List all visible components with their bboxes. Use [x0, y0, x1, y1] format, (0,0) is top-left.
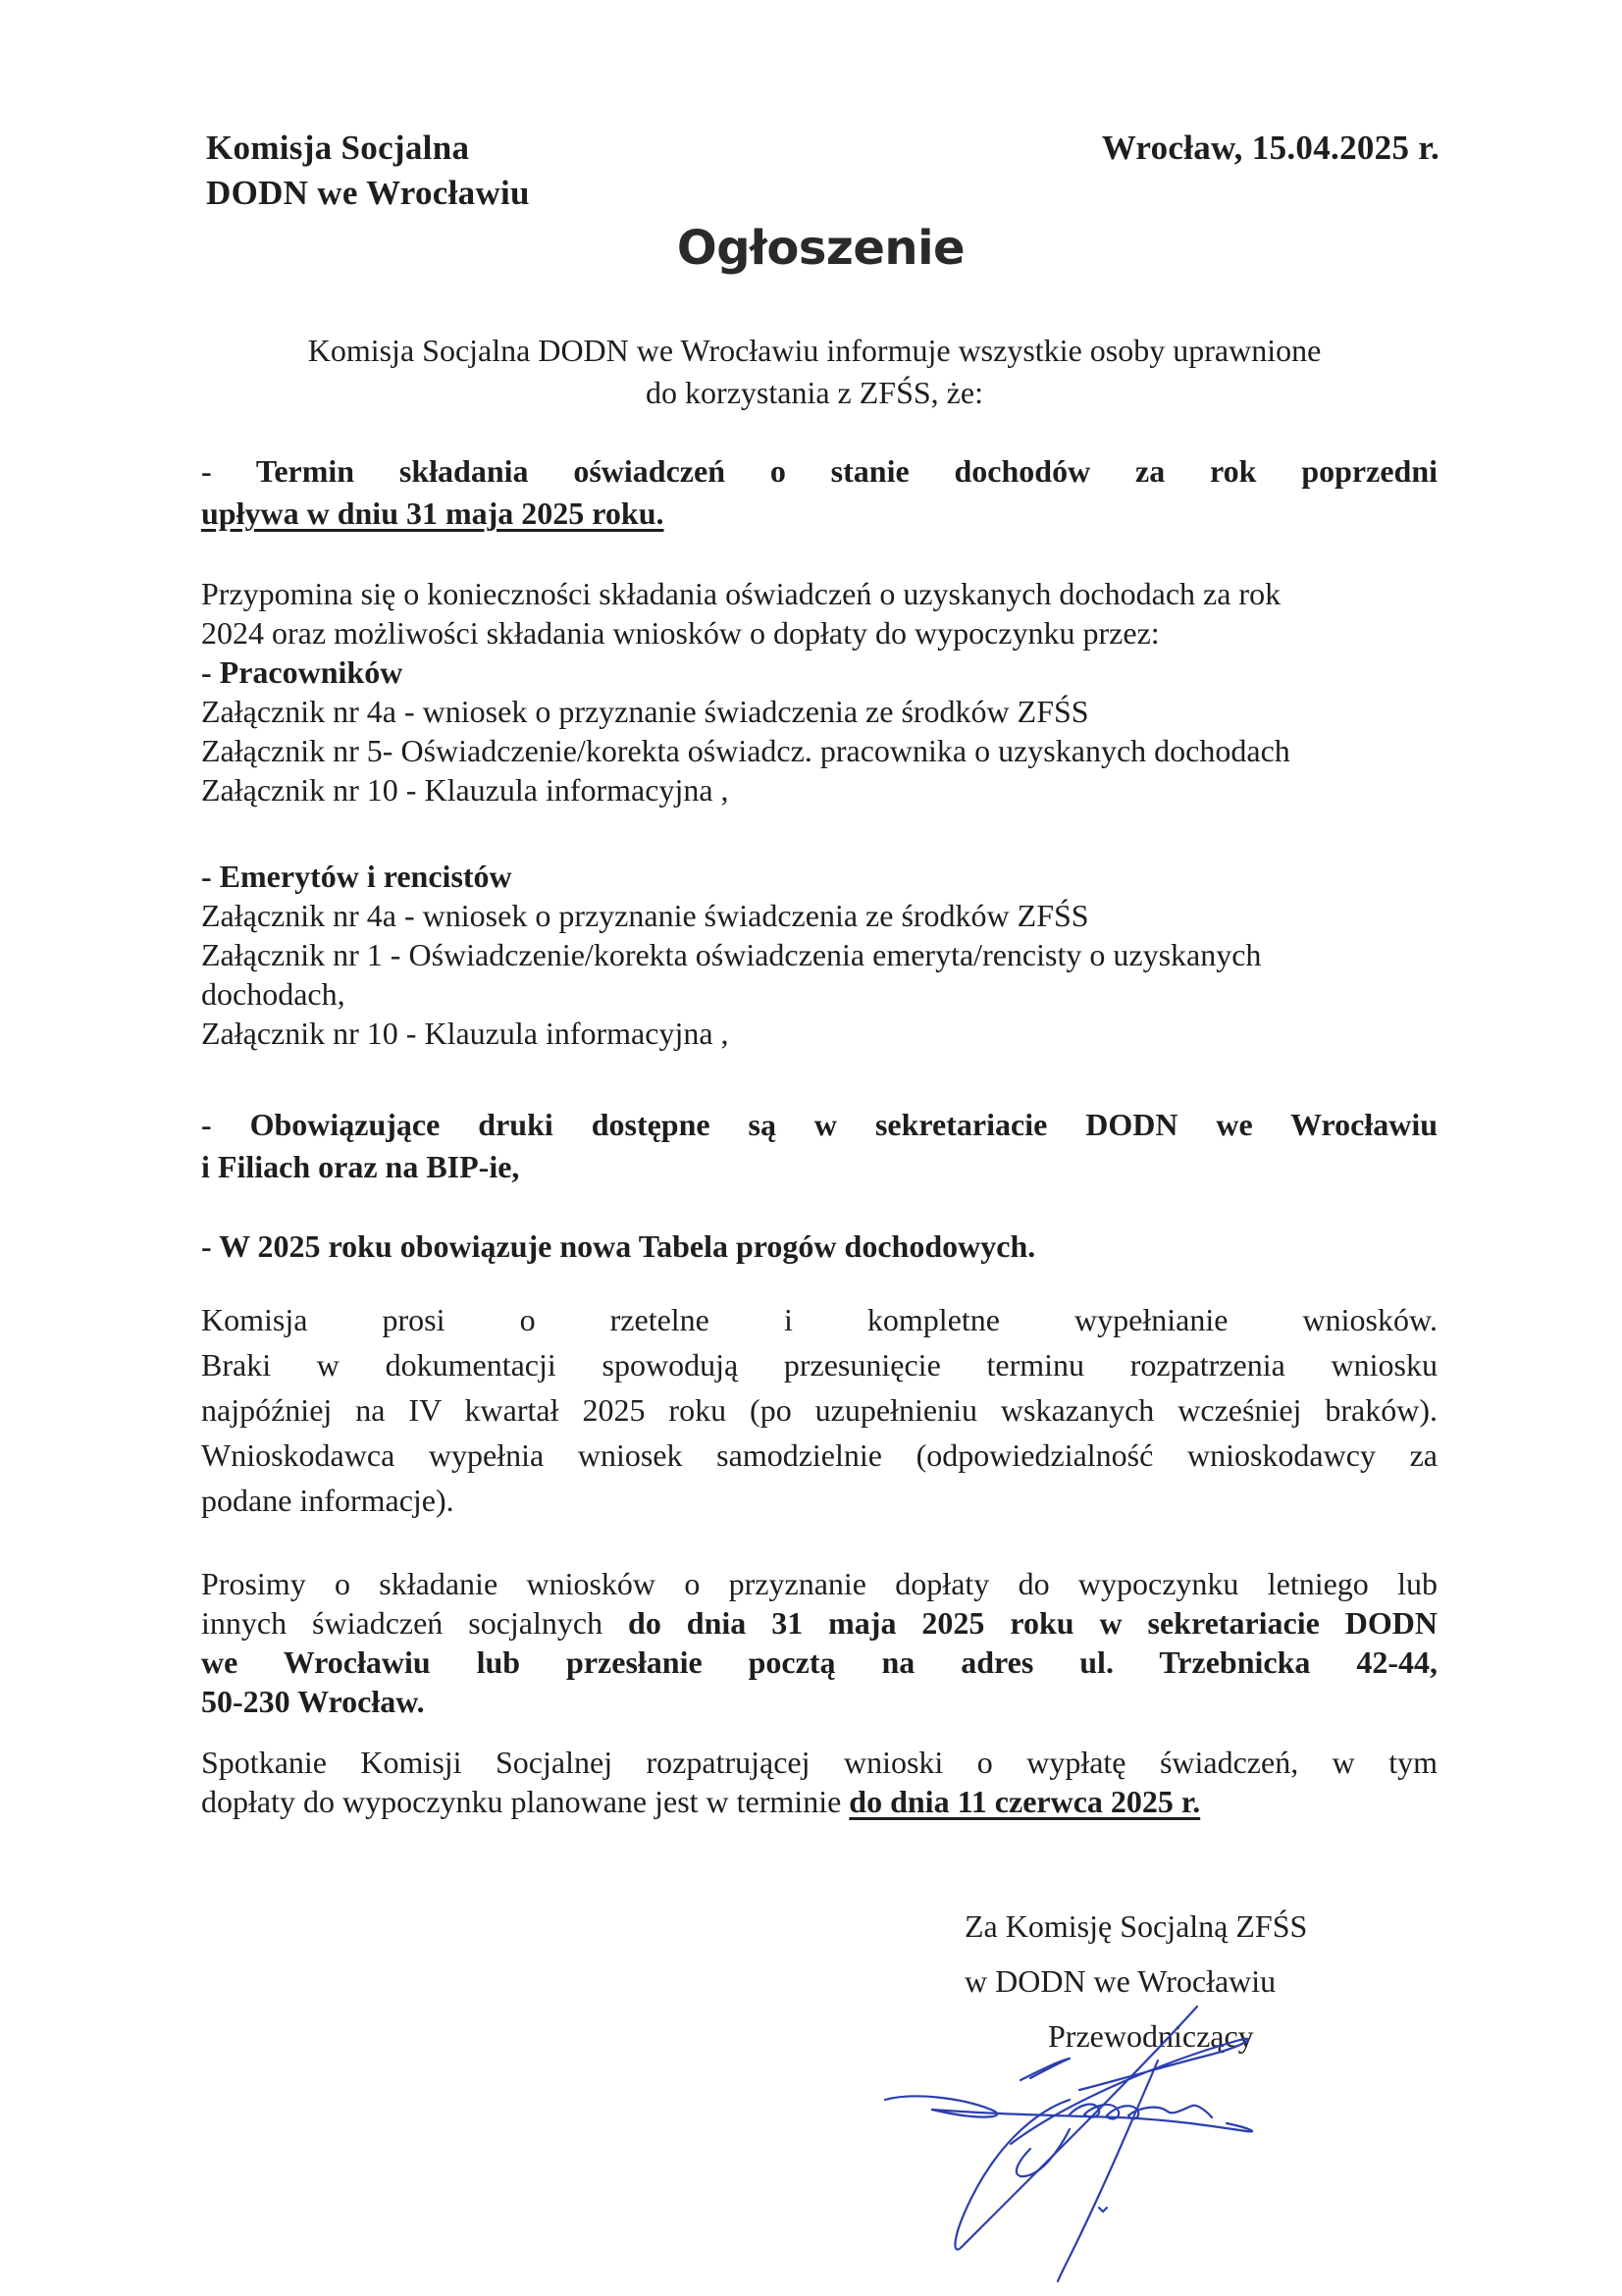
forms-line-1: - Obowiązujące druki dostępne są w sekretariacie DODN we Wrocławiu: [201, 1107, 1438, 1142]
employees-attachment-10: Załącznik nr 10 - Klauzula informacyjna ,: [201, 772, 729, 808]
retirees-attachment-4a: Załącznik nr 4a - wniosek o przyznanie świadczenia ze środków ZFŚS: [201, 898, 1089, 933]
submission-line-2-text: innych świadczeń socjalnych: [201, 1605, 629, 1641]
organization-header: [206, 126, 530, 216]
intro-paragraph: [196, 330, 1433, 414]
handwritten-signature-icon: [873, 2002, 1325, 2296]
deadline-line-1: - Termin składania oświadczeń o stanie dochodów za rok poprzedni: [201, 453, 1438, 489]
intro-line-1: Komisja Socjalna DODN we Wrocławiu informuje wszystkie osoby uprawnione: [307, 333, 1322, 368]
meeting-line-1: Spotkanie Komisji Socjalnej rozpatrującej wnioski o wypłatę świadczeń, w tym: [201, 1745, 1438, 1780]
submission-deadline: do dnia 31 maja 2025 roku w sekretariacie DODN: [628, 1605, 1439, 1641]
reminder-line-1: Przypomina się o konieczności składania oświadczeń o uzyskanych dochodach za rok: [201, 576, 1282, 611]
meeting-date: do dnia 11 czerwca 2025 r.: [849, 1784, 1201, 1819]
commission-line-5: podane informacje).: [201, 1483, 454, 1518]
commission-line-3: najpóźniej na IV kwartał 2025 roku (po uzupełnieniu wskazanych wcześniej braków).: [201, 1392, 1438, 1428]
employees-attachment-5: Załącznik nr 5- Oświadczenie/korekta oświadcz. pracownika o uzyskanych dochodach: [201, 733, 1290, 768]
page-title: Ogłoszenie: [676, 221, 966, 276]
submission-address: we Wrocławiu lub przesłanie pocztą na adres ul. Trzebnicka 42-44,: [201, 1644, 1438, 1680]
submission-paragraph: [201, 1564, 1438, 1721]
deadline-notice: [201, 450, 1438, 535]
organization-name: Komisja Socjalna: [206, 129, 470, 167]
retirees-heading: - Emerytów i rencistów: [201, 859, 512, 894]
place-and-date: Wrocław, 15.04.2025 r.: [1101, 129, 1439, 167]
commission-line-1: Komisja prosi o rzetelne i kompletne wypełnianie wniosków.: [201, 1302, 1438, 1337]
signature-line-2: w DODN we Wrocławiu: [965, 1963, 1277, 1999]
meeting-paragraph: [201, 1743, 1438, 1821]
submission-line-2: [201, 1603, 1438, 1643]
commission-request: [201, 1297, 1438, 1523]
forms-line-2: i Filiach oraz na BIP-ie,: [201, 1149, 520, 1184]
reminder-paragraph: [201, 574, 1438, 652]
submission-line-1: Prosimy o składanie wniosków o przyznanie dopłaty do wypoczynku letniego lub: [201, 1566, 1438, 1601]
employees-section: [201, 652, 1438, 809]
forms-notice: [201, 1104, 1438, 1188]
meeting-line-2-text: dopłaty do wypoczynku planowane jest w terminie: [201, 1784, 850, 1819]
deadline-date: upływa w dniu 31 maja 2025 roku.: [201, 496, 664, 531]
intro-line-2: do korzystania z ZFŚS, że:: [646, 375, 983, 410]
submission-postal-code: 50-230 Wrocław.: [201, 1684, 425, 1719]
employees-heading: - Pracowników: [201, 654, 403, 690]
organization-location: DODN we Wrocławiu: [206, 174, 530, 212]
commission-line-2: Braki w dokumentacji spowodują przesunięcie terminu rozpatrzenia wniosku: [201, 1347, 1438, 1383]
retirees-attachment-1: Załącznik nr 1 - Oświadczenie/korekta oświadczenia emeryta/rencisty o uzyskanych: [201, 937, 1262, 972]
income-table-notice: - W 2025 roku obowiązuje nowa Tabela progów dochodowych.: [201, 1228, 1036, 1264]
employees-attachment-4a: Załącznik nr 4a - wniosek o przyznanie świadczenia ze środków ZFŚS: [201, 694, 1089, 729]
signature-line-1: Za Komisję Socjalną ZFŚS: [965, 1908, 1308, 1944]
commission-line-4: Wnioskodawca wypełnia wniosek samodzielnie (odpowiedzialność wnioskodawcy za: [201, 1437, 1438, 1473]
signature-role: Przewodniczący: [1048, 2018, 1254, 2054]
retirees-attachment-1-cont: dochodach,: [201, 976, 345, 1012]
retirees-attachment-10: Załącznik nr 10 - Klauzula informacyjna ,: [201, 1016, 729, 1051]
retirees-section: [201, 857, 1438, 1053]
reminder-line-2: 2024 oraz możliwości składania wniosków o dopłaty do wypoczynku przez:: [201, 615, 1160, 651]
